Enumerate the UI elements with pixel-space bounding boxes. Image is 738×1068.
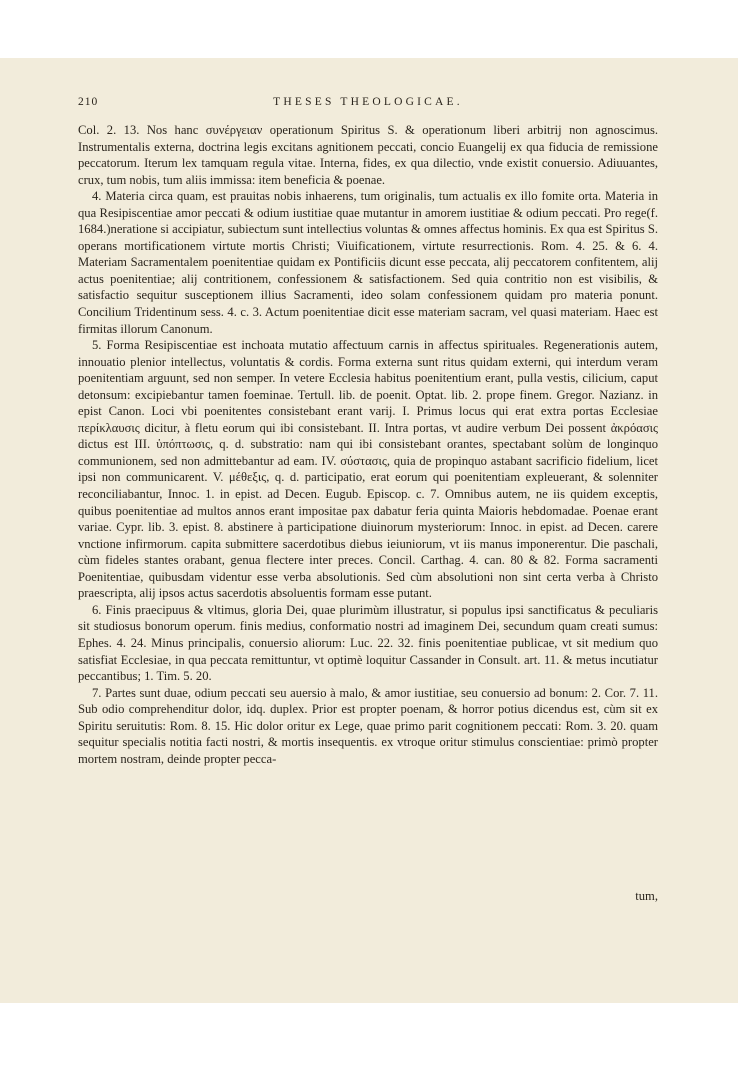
- running-title: THESES THEOLOGICAE.: [273, 96, 463, 108]
- paragraph-4-materia: 4. Materia circa quam, est prauitas nobis inhaerens, tum originalis, tum actualis ex illo fomite orta. Materia in qua Resipiscentiae amor peccati & odium iustitiae quae mutantur in amorem iustitiae & odium peccati. Pro rege(f. 1684.)neratione si accipiatur, subiectum sunt intellectius voluntas & omnes affectus hominis. Ex qua est Spiritus S. operans mortificationem virtute mortis Christi; Viuificationem, virtute resurrectionis. Rom. 4. 25. & 6. 4. Materiam Sacramentalem poenitentiae quidam ex Pontificiis dicunt esse peccata, alij peccatorem confitentem, alij actus poenitentiae; alij contritionem, confessionem & satisfactionem. Sed quia contritio non est visibilis, & satisfactio sequitur susceptionem illius Sacramenti, ideo solam confessionem quidam pro materia ponunt. Concilium Tridentinum sess. 4. c. 3. Actum poenitentiae dicit esse materiam sacram, vel quasi materiam. Haec est firmitas illorum Canonum.: [78, 189, 658, 336]
- body-text: [78, 122, 658, 767]
- paragraph-6-finis: 6. Finis praecipuus & vltimus, gloria Dei, quae plurimùm illustratur, si populus ipsi sanctificatus & peculiaris sit studiosus bonorum operum. finis medius, conformatio nostri ad imaginem Dei, secundum quam creati sumus: Ephes. 4. 24. Minus principalis, conuersio aliorum: Luc. 22. 32. finis poenitentiae publicae, vt sit medium quo satisfiat Ecclesiae, in qua peccata remittuntur, vt optimè loquitur Cassander in Consult. art. 11. & metus incutiatur peccantibus; 1. Tim. 5. 20.: [78, 602, 658, 684]
- page-number: 210: [78, 96, 99, 108]
- catchword: tum,: [635, 889, 658, 903]
- paragraph-3-continuation: Col. 2. 13. Nos hanc συνέργειαν operationum Spiritus S. & operationum liberi arbitrij non agnoscimus. Instrumentalis externa, doctrina legis excitans agnitionem peccati, concio Euangelij ex qua fiducia de remissione peccatorum. Iterum lex tamquam regula vitae. Interna, fides, ex qua dilectio, vnde existit conuersio. Adiuuantes, crux, tum nobis, tum aliis immissa: item beneficia & poenae.: [78, 123, 658, 187]
- page-header: [78, 96, 658, 112]
- book-page: [0, 58, 738, 1003]
- paragraph-7-partes: 7. Partes sunt duae, odium peccati seu auersio à malo, & amor iustitiae, seu conuersio ad bonum: 2. Cor. 7. 11. Sub odio comprehenditur dolor, idq. duplex. Prior est propter poenam, & horror potius dicendus est, cùm sit ex Spiritu seruitutis: Rom. 8. 15. Hic dolor oritur ex Lege, quae primo parit cognitionem peccati: Rom. 3. 20. quam sequitur specialis notitia facti nostri, & mortis insequentis. ex vtroque oritur stimulus conscientiae: primò propter mortem nostram, deinde propter pecca-: [78, 685, 658, 766]
- paragraph-5-forma: 5. Forma Resipiscentiae est inchoata mutatio affectuum carnis in affectus spirituales. Regenerationis autem, innouatio plenior intellectus, voluntatis & cordis. Forma externa sunt ritus quidam externi, qui interdum veram poenitentiam arguunt, sed non semper. In vetere Ecclesia habitus poenitentium erant, pulla vestis, cilicium, caput detonsum: excipiebantur tamen foeminae. Tertull. lib. de poenit. Optat. lib. 2. prope finem. Gregor. Nazianz. in epist Canon. Loci vbi poenitentes consistebant erant varij. I. Primus locus qui erat extra portas Ecclesiae περίκλαυσις dicitur, à fletu eorum qui ibi consistebant. II. Intra portas, vt audire verbum Dei possent ἀκρόασις dictus est III. ὑπόπτωσις, q. d. substratio: nam qui ibi consistebant orantes, spectabant solùm de longinquo communionem, sed non admittebantur ad eam. IV. σύστασις, quia de propinquo astabant sacrificio fidelium, licet ipsi non communicarent. V. μέθεξις, q. d. participatio, erat eorum qui poenitentiam expleuerant, & solenniter reconciliabantur, Innoc. 1. in epist. ad Decen. Eugub. Episcop. c. 7. Omnibus autem, ne iis quidem exceptis, quibus poenitentiae ad multos annos erant impositae pax dabatur feria quinta Maioris hebdomadae. Poenae erant variae. Cypr. lib. 3. epist. 8. abstinere à participatione diuinorum mysteriorum: Innoc. in epist. ad Decen. carere vnctione infirmorum. capita submittere sacerdotibus diebus ieiuniorum, vt iis manus imponerentur. Die paschali, cùm fideles stantes orabant, genua flectere inter preces. Concil. Carthag. 4. can. 80 & 82. Forma sacramenti Poenitentiae, quibusdam videntur esse verba absolutionis. Sed cùm absolutioni non sint certa verba à Christo praescripta, alij ipsos actus sacerdotis absoluentis formam esse putant.: [78, 338, 658, 601]
